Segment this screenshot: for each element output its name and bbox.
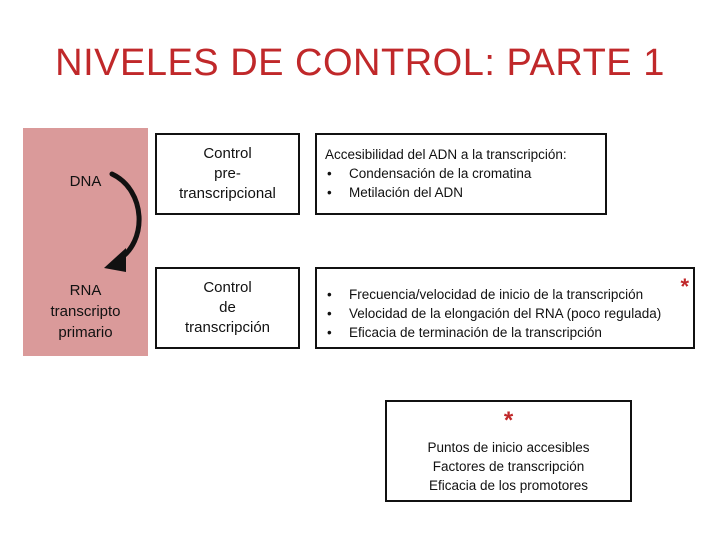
bullet-icon: • [327, 306, 332, 321]
bullet-item [325, 323, 685, 342]
asterisk-icon: * [503, 407, 514, 434]
note-line: Factores de transcripción [432, 459, 585, 474]
rna-label-line: transcripto [50, 303, 121, 320]
bullet-icon: • [327, 185, 332, 200]
control-label-line: Control [203, 145, 252, 162]
transcription-control-box [155, 267, 300, 349]
bullet-text: Eficacia de terminación de la transcripción [349, 325, 602, 340]
asterisk-icon: * [680, 274, 689, 299]
curved-arrow-icon [96, 160, 156, 280]
bullet-icon: • [327, 325, 332, 340]
rna-label-line: RNA [69, 282, 102, 299]
control-label-line: Control [203, 279, 252, 296]
bullet-icon: • [327, 287, 332, 302]
note-line: Eficacia de los promotores [428, 478, 589, 493]
rna-label [23, 280, 148, 343]
rna-label-line: primario [58, 324, 113, 341]
bullet-item [325, 304, 685, 323]
bullet-text: Condensación de la cromatina [349, 166, 532, 181]
bullet-text: Frecuencia/velocidad de inicio de la transcripción [349, 287, 644, 302]
bullet-text: Metilación del ADN [349, 185, 464, 200]
control-label-line: transcripción [184, 319, 271, 336]
bullet-list [325, 285, 685, 342]
control-label-line: de [219, 299, 236, 316]
accessibility-description-box [315, 133, 607, 215]
bullet-item [325, 164, 597, 183]
bullet-list [325, 164, 597, 202]
control-label-line: transcripcional [179, 185, 276, 202]
transcription-description-box [315, 267, 695, 349]
control-label-line: pre- [214, 165, 241, 182]
bullet-item [325, 285, 685, 304]
slide-title: NIVELES DE CONTROL: PARTE 1 [55, 42, 665, 84]
bullet-icon: • [327, 166, 332, 181]
bullet-item [325, 183, 597, 202]
dna-label: DNA [69, 173, 102, 190]
pretranscriptional-control-box [155, 133, 300, 215]
note-line: Puntos de inicio accesibles [427, 440, 590, 455]
description-heading: Accesibilidad del ADN a la transcripción: [325, 147, 567, 162]
bullet-text: Velocidad de la elongación del RNA (poco regulada) [349, 306, 662, 321]
factors-note-box [385, 400, 632, 502]
